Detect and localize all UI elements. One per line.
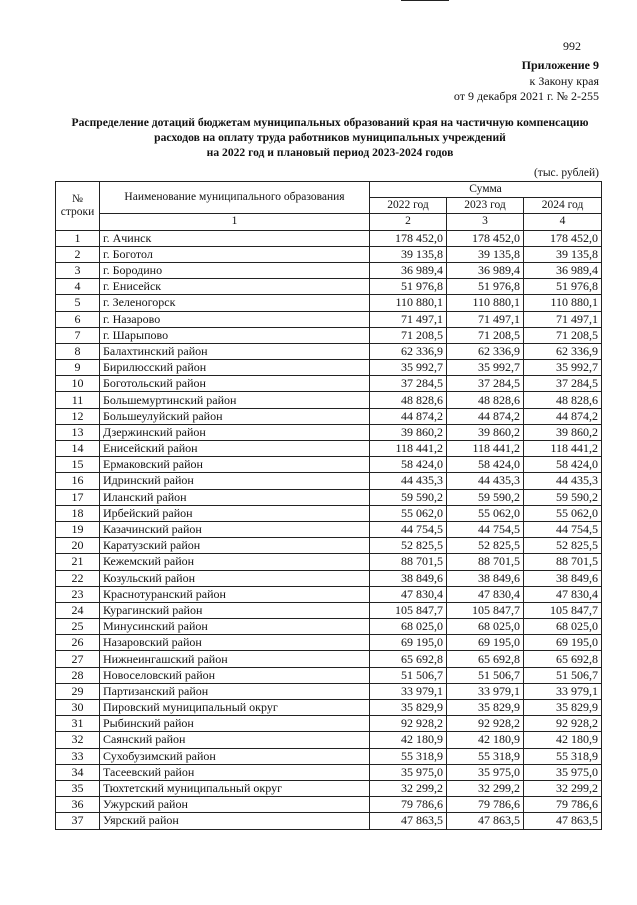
amount-2024-cell: 118 441,2 <box>524 441 602 457</box>
table-row <box>56 246 602 262</box>
amount-2022-cell: 68 025,0 <box>370 619 447 635</box>
amount-2022-cell: 51 976,8 <box>370 279 447 295</box>
amount-2024-cell: 33 979,1 <box>524 683 602 699</box>
table-row <box>56 570 602 586</box>
amount-2022-cell: 38 849,6 <box>370 570 447 586</box>
table-row <box>56 538 602 554</box>
amount-2023-cell: 79 786,6 <box>447 797 524 813</box>
table-row <box>56 586 602 602</box>
table-row <box>56 635 602 651</box>
municipality-name-cell: г. Боготол <box>100 246 370 262</box>
row-number-cell: 22 <box>56 570 100 586</box>
amount-2024-cell: 35 829,9 <box>524 700 602 716</box>
amount-2023-cell: 44 435,3 <box>447 473 524 489</box>
top-rule <box>401 0 449 1</box>
amount-2023-cell: 44 754,5 <box>447 521 524 537</box>
municipality-name-cell: г. Зеленогорск <box>100 295 370 311</box>
table-row <box>56 473 602 489</box>
row-number-cell: 20 <box>56 538 100 554</box>
municipality-name-cell: Кежемский район <box>100 554 370 570</box>
amount-2024-cell: 37 284,5 <box>524 376 602 392</box>
amount-2023-cell: 44 874,2 <box>447 408 524 424</box>
amount-2024-cell: 42 180,9 <box>524 732 602 748</box>
table-row <box>56 230 602 246</box>
row-number-cell: 10 <box>56 376 100 392</box>
municipality-name-cell: Большемуртинский район <box>100 392 370 408</box>
header-col-number: 3 <box>447 214 524 230</box>
amount-2022-cell: 58 424,0 <box>370 457 447 473</box>
row-number-cell: 18 <box>56 505 100 521</box>
page-number: 992 <box>563 39 581 53</box>
row-number-cell: 34 <box>56 764 100 780</box>
amount-2023-cell: 65 692,8 <box>447 651 524 667</box>
amount-2022-cell: 47 863,5 <box>370 813 447 829</box>
municipality-name-cell: г. Назарово <box>100 311 370 327</box>
amount-2022-cell: 35 975,0 <box>370 764 447 780</box>
municipality-name-cell: Уярский район <box>100 813 370 829</box>
row-number-cell: 24 <box>56 602 100 618</box>
row-number-cell: 12 <box>56 408 100 424</box>
table-row <box>56 343 602 359</box>
municipality-name-cell: Балахтинский район <box>100 343 370 359</box>
row-number-cell: 32 <box>56 732 100 748</box>
amount-2023-cell: 52 825,5 <box>447 538 524 554</box>
amount-2022-cell: 33 979,1 <box>370 683 447 699</box>
amount-2024-cell: 55 318,9 <box>524 748 602 764</box>
row-number-cell: 8 <box>56 343 100 359</box>
table-row <box>56 602 602 618</box>
appendix-date: от 9 декабря 2021 г. № 2-255 <box>453 89 599 103</box>
amount-2024-cell: 69 195,0 <box>524 635 602 651</box>
amount-2023-cell: 35 992,7 <box>447 360 524 376</box>
document-title <box>40 115 620 160</box>
amount-2024-cell: 47 830,4 <box>524 586 602 602</box>
row-number-cell: 29 <box>56 683 100 699</box>
amount-2023-cell: 51 976,8 <box>447 279 524 295</box>
table-row <box>56 392 602 408</box>
amount-2023-cell: 88 701,5 <box>447 554 524 570</box>
amount-2022-cell: 47 830,4 <box>370 586 447 602</box>
municipality-name-cell: Партизанский район <box>100 683 370 699</box>
row-number-cell: 15 <box>56 457 100 473</box>
amount-2022-cell: 59 590,2 <box>370 489 447 505</box>
amount-2022-cell: 48 828,6 <box>370 392 447 408</box>
row-number-cell: 23 <box>56 586 100 602</box>
title-line: расходов на оплату труда работников муниципальных учреждений <box>154 131 506 144</box>
header-col-number: 1 <box>100 214 370 230</box>
amount-2023-cell: 48 828,6 <box>447 392 524 408</box>
amount-2024-cell: 48 828,6 <box>524 392 602 408</box>
table-row <box>56 311 602 327</box>
amount-2022-cell: 39 860,2 <box>370 424 447 440</box>
amount-2022-cell: 79 786,6 <box>370 797 447 813</box>
amount-2023-cell: 39 860,2 <box>447 424 524 440</box>
municipality-name-cell: Саянский район <box>100 732 370 748</box>
row-number-cell: 31 <box>56 716 100 732</box>
header-name: Наименование муниципального образования <box>100 182 370 214</box>
amount-2022-cell: 88 701,5 <box>370 554 447 570</box>
appendix-block <box>454 58 599 105</box>
amount-2024-cell: 59 590,2 <box>524 489 602 505</box>
header-year: 2024 год <box>524 198 602 214</box>
municipality-name-cell: Козульский район <box>100 570 370 586</box>
amount-2023-cell: 36 989,4 <box>447 262 524 278</box>
amount-2022-cell: 35 992,7 <box>370 360 447 376</box>
amount-2022-cell: 37 284,5 <box>370 376 447 392</box>
municipality-name-cell: г. Бородино <box>100 262 370 278</box>
amount-2024-cell: 47 863,5 <box>524 813 602 829</box>
header-row-number: № строки <box>56 182 100 231</box>
amount-2023-cell: 62 336,9 <box>447 343 524 359</box>
municipality-name-cell: Краснотуранский район <box>100 586 370 602</box>
table-row <box>56 780 602 796</box>
row-number-cell: 4 <box>56 279 100 295</box>
amount-2024-cell: 88 701,5 <box>524 554 602 570</box>
table-row <box>56 295 602 311</box>
table-row <box>56 521 602 537</box>
amount-2024-cell: 44 754,5 <box>524 521 602 537</box>
row-number-cell: 13 <box>56 424 100 440</box>
municipality-name-cell: Назаровский район <box>100 635 370 651</box>
amount-2022-cell: 42 180,9 <box>370 732 447 748</box>
amount-2023-cell: 55 318,9 <box>447 748 524 764</box>
amount-2023-cell: 35 829,9 <box>447 700 524 716</box>
amount-2024-cell: 79 786,6 <box>524 797 602 813</box>
amount-2023-cell: 38 849,6 <box>447 570 524 586</box>
row-number-cell: 35 <box>56 780 100 796</box>
amount-2022-cell: 105 847,7 <box>370 602 447 618</box>
amount-2022-cell: 44 435,3 <box>370 473 447 489</box>
amount-2023-cell: 68 025,0 <box>447 619 524 635</box>
amount-2024-cell: 105 847,7 <box>524 602 602 618</box>
table-row <box>56 505 602 521</box>
row-number-cell: 16 <box>56 473 100 489</box>
table-row <box>56 279 602 295</box>
amount-2022-cell: 52 825,5 <box>370 538 447 554</box>
municipality-name-cell: Боготольский район <box>100 376 370 392</box>
amount-2024-cell: 39 860,2 <box>524 424 602 440</box>
municipality-name-cell: Большеулуйский район <box>100 408 370 424</box>
amount-2023-cell: 51 506,7 <box>447 667 524 683</box>
amount-2023-cell: 35 975,0 <box>447 764 524 780</box>
amount-2022-cell: 62 336,9 <box>370 343 447 359</box>
table-row <box>56 554 602 570</box>
amount-2024-cell: 51 976,8 <box>524 279 602 295</box>
amount-2024-cell: 38 849,6 <box>524 570 602 586</box>
amount-2023-cell: 178 452,0 <box>447 230 524 246</box>
amount-2022-cell: 110 880,1 <box>370 295 447 311</box>
table-row <box>56 376 602 392</box>
municipality-name-cell: Дзержинский район <box>100 424 370 440</box>
amount-2024-cell: 35 992,7 <box>524 360 602 376</box>
header-year: 2022 год <box>370 198 447 214</box>
table-row <box>56 764 602 780</box>
row-number-cell: 33 <box>56 748 100 764</box>
header-year: 2023 год <box>447 198 524 214</box>
table-row <box>56 700 602 716</box>
municipality-name-cell: Бирилюсский район <box>100 360 370 376</box>
amount-2022-cell: 32 299,2 <box>370 780 447 796</box>
amount-2024-cell: 178 452,0 <box>524 230 602 246</box>
amount-2023-cell: 37 284,5 <box>447 376 524 392</box>
municipality-name-cell: г. Шарыпово <box>100 327 370 343</box>
header-sum: Сумма <box>370 182 602 198</box>
amount-2024-cell: 32 299,2 <box>524 780 602 796</box>
table-row <box>56 683 602 699</box>
amount-2023-cell: 71 208,5 <box>447 327 524 343</box>
amount-2024-cell: 62 336,9 <box>524 343 602 359</box>
title-line: на 2022 год и плановый период 2023-2024 годов <box>206 146 454 159</box>
appendix-title: Приложение 9 <box>521 58 599 72</box>
row-number-cell: 26 <box>56 635 100 651</box>
table-row <box>56 797 602 813</box>
amount-2022-cell: 71 497,1 <box>370 311 447 327</box>
municipality-name-cell: Сухобузимский район <box>100 748 370 764</box>
amount-2022-cell: 118 441,2 <box>370 441 447 457</box>
amount-2024-cell: 58 424,0 <box>524 457 602 473</box>
amount-2024-cell: 71 497,1 <box>524 311 602 327</box>
row-number-cell: 2 <box>56 246 100 262</box>
amount-2024-cell: 110 880,1 <box>524 295 602 311</box>
amount-2022-cell: 44 874,2 <box>370 408 447 424</box>
table-row <box>56 732 602 748</box>
row-number-cell: 6 <box>56 311 100 327</box>
table-row <box>56 262 602 278</box>
municipality-name-cell: Пировский муниципальный округ <box>100 700 370 716</box>
row-number-cell: 37 <box>56 813 100 829</box>
amount-2023-cell: 71 497,1 <box>447 311 524 327</box>
municipality-name-cell: г. Енисейск <box>100 279 370 295</box>
amount-2024-cell: 35 975,0 <box>524 764 602 780</box>
table-row <box>56 716 602 732</box>
amount-2022-cell: 35 829,9 <box>370 700 447 716</box>
amount-2022-cell: 44 754,5 <box>370 521 447 537</box>
table-row <box>56 441 602 457</box>
row-number-cell: 21 <box>56 554 100 570</box>
municipality-name-cell: Новоселовский район <box>100 667 370 683</box>
table-row <box>56 457 602 473</box>
municipality-name-cell: Тюхтетский муниципальный округ <box>100 780 370 796</box>
municipality-name-cell: г. Ачинск <box>100 230 370 246</box>
municipality-name-cell: Казачинский район <box>100 521 370 537</box>
table-row <box>56 424 602 440</box>
amount-2024-cell: 55 062,0 <box>524 505 602 521</box>
amount-2022-cell: 55 318,9 <box>370 748 447 764</box>
municipality-name-cell: Ермаковский район <box>100 457 370 473</box>
amount-2023-cell: 32 299,2 <box>447 780 524 796</box>
municipality-name-cell: Иланский район <box>100 489 370 505</box>
row-number-cell: 30 <box>56 700 100 716</box>
amount-2024-cell: 71 208,5 <box>524 327 602 343</box>
subsidy-table <box>55 181 602 830</box>
row-number-cell: 25 <box>56 619 100 635</box>
municipality-name-cell: Ирбейский район <box>100 505 370 521</box>
amount-2022-cell: 92 928,2 <box>370 716 447 732</box>
table-body <box>56 230 602 829</box>
amount-2024-cell: 39 135,8 <box>524 246 602 262</box>
table-row <box>56 360 602 376</box>
table-row <box>56 651 602 667</box>
municipality-name-cell: Нижнеингашский район <box>100 651 370 667</box>
row-number-cell: 14 <box>56 441 100 457</box>
amount-2023-cell: 92 928,2 <box>447 716 524 732</box>
row-number-cell: 19 <box>56 521 100 537</box>
table-row <box>56 489 602 505</box>
amount-2022-cell: 65 692,8 <box>370 651 447 667</box>
amount-2024-cell: 51 506,7 <box>524 667 602 683</box>
amount-2023-cell: 69 195,0 <box>447 635 524 651</box>
amount-2022-cell: 69 195,0 <box>370 635 447 651</box>
table-row <box>56 619 602 635</box>
header-col-number: 2 <box>370 214 447 230</box>
amount-2024-cell: 68 025,0 <box>524 619 602 635</box>
table-row <box>56 667 602 683</box>
row-number-cell: 9 <box>56 360 100 376</box>
row-number-cell: 17 <box>56 489 100 505</box>
units-label: (тыс. рублей) <box>533 167 599 179</box>
municipality-name-cell: Енисейский район <box>100 441 370 457</box>
municipality-name-cell: Курагинский район <box>100 602 370 618</box>
amount-2023-cell: 47 830,4 <box>447 586 524 602</box>
municipality-name-cell: Тасеевский район <box>100 764 370 780</box>
amount-2024-cell: 92 928,2 <box>524 716 602 732</box>
municipality-name-cell: Рыбинский район <box>100 716 370 732</box>
row-number-cell: 1 <box>56 230 100 246</box>
title-line: Распределение дотаций бюджетам муниципальных образований края на частичную компенсацию <box>71 116 589 129</box>
header-col-number: 4 <box>524 214 602 230</box>
row-number-cell: 36 <box>56 797 100 813</box>
amount-2024-cell: 65 692,8 <box>524 651 602 667</box>
row-number-cell: 27 <box>56 651 100 667</box>
amount-2023-cell: 59 590,2 <box>447 489 524 505</box>
amount-2022-cell: 55 062,0 <box>370 505 447 521</box>
amount-2023-cell: 118 441,2 <box>447 441 524 457</box>
row-number-cell: 11 <box>56 392 100 408</box>
municipality-name-cell: Каратузский район <box>100 538 370 554</box>
amount-2023-cell: 58 424,0 <box>447 457 524 473</box>
amount-2024-cell: 44 874,2 <box>524 408 602 424</box>
amount-2023-cell: 105 847,7 <box>447 602 524 618</box>
row-number-cell: 7 <box>56 327 100 343</box>
amount-2023-cell: 42 180,9 <box>447 732 524 748</box>
table-row <box>56 748 602 764</box>
amount-2022-cell: 39 135,8 <box>370 246 447 262</box>
amount-2022-cell: 71 208,5 <box>370 327 447 343</box>
amount-2023-cell: 55 062,0 <box>447 505 524 521</box>
amount-2024-cell: 36 989,4 <box>524 262 602 278</box>
amount-2022-cell: 51 506,7 <box>370 667 447 683</box>
municipality-name-cell: Идринский район <box>100 473 370 489</box>
municipality-name-cell: Минусинский район <box>100 619 370 635</box>
table-row <box>56 327 602 343</box>
table-row <box>56 813 602 829</box>
amount-2023-cell: 33 979,1 <box>447 683 524 699</box>
amount-2024-cell: 52 825,5 <box>524 538 602 554</box>
amount-2023-cell: 110 880,1 <box>447 295 524 311</box>
table-row <box>56 408 602 424</box>
row-number-cell: 5 <box>56 295 100 311</box>
amount-2023-cell: 39 135,8 <box>447 246 524 262</box>
amount-2024-cell: 44 435,3 <box>524 473 602 489</box>
amount-2022-cell: 178 452,0 <box>370 230 447 246</box>
appendix-law: к Закону края <box>529 73 599 88</box>
row-number-cell: 28 <box>56 667 100 683</box>
municipality-name-cell: Ужурский район <box>100 797 370 813</box>
amount-2023-cell: 47 863,5 <box>447 813 524 829</box>
amount-2022-cell: 36 989,4 <box>370 262 447 278</box>
row-number-cell: 3 <box>56 262 100 278</box>
